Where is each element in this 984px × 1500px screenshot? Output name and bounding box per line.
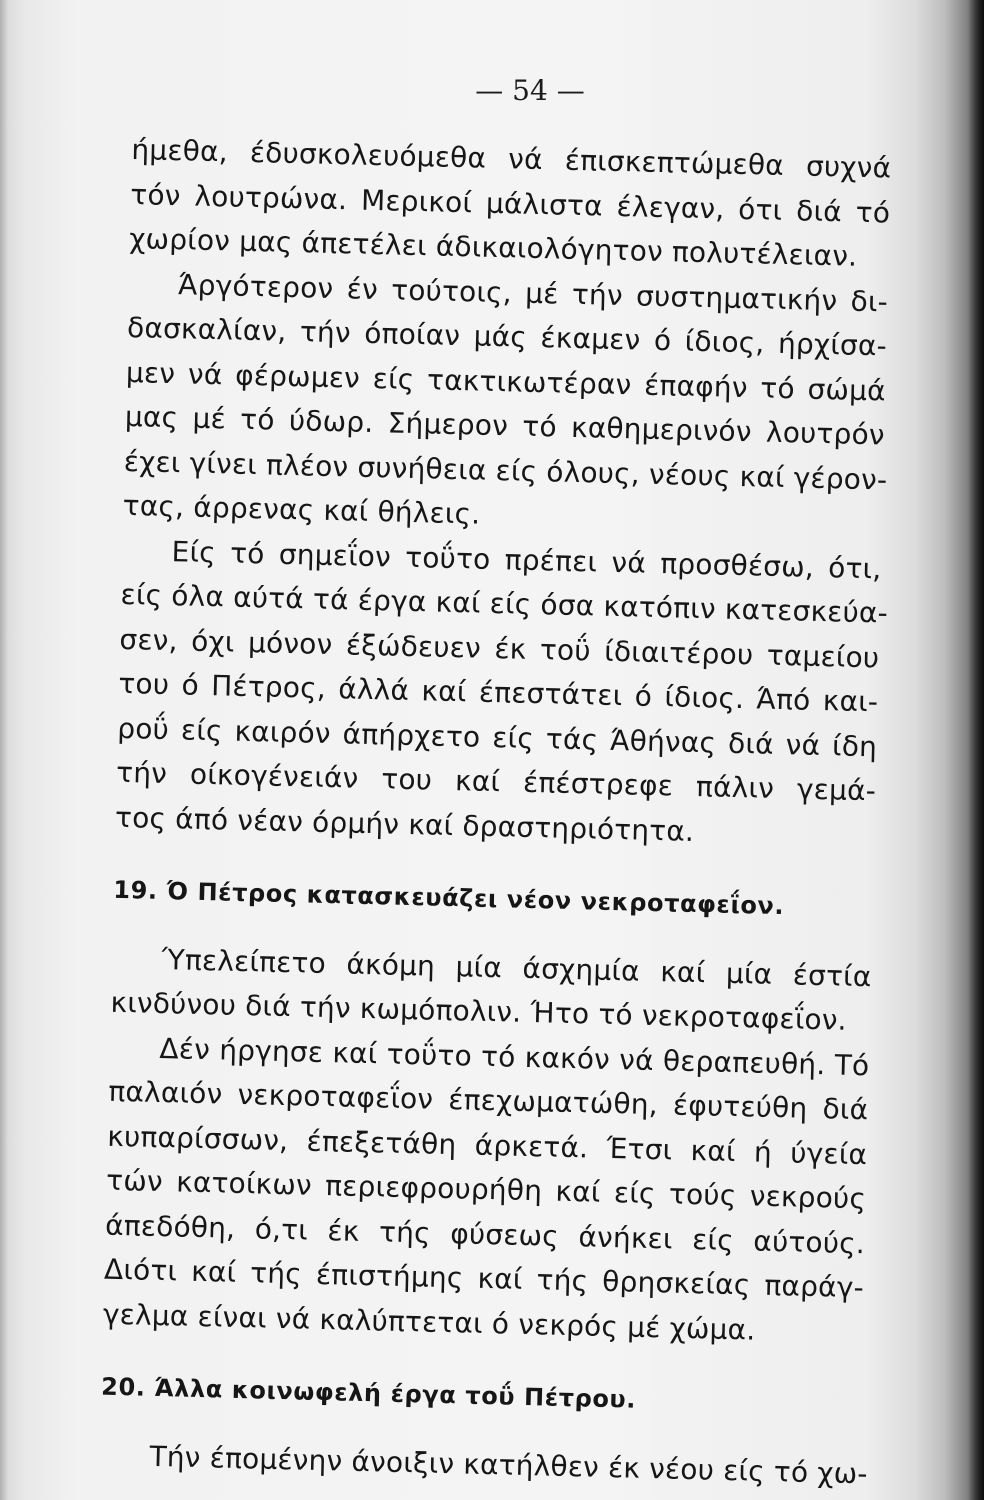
text-line: τος άπό νέαν όρμήν καί δραστηριότητα. — [114, 800, 695, 848]
section-heading-19: 19. Ό Πέτρος κατασκευάζει νέον νεκροταφεΐον. — [113, 875, 785, 921]
text-line: του ό Πέτρος, άλλά καί έπεστάτει ό ίδιος. Άπό και- — [118, 666, 879, 719]
text-line: κινδύνου διά τήν κωμόπολιν. Ήτο τό νεκροταφεΐον. — [110, 985, 848, 1037]
text-line: ροΰ είς καιρόν άπήρχετο είς τάς Άθήνας διά νά ίδη — [116, 711, 878, 763]
text-line: Διότι καί τής έπιστήμης καί τής θρησκείας παράγ- — [103, 1252, 865, 1305]
text-line: μας μέ τό ύδωρ. Σήμερον τό καθημερινόν λουτρόν — [124, 399, 886, 452]
text-line: δασκαλίαν, τήν όποίαν μάς έκαμεν ό ίδιος, ήρχίσα- — [126, 310, 888, 363]
section-heading-20: 20. Άλλα κοινωφελή έργα τοΰ Πέτρου. — [100, 1372, 637, 1414]
text-line: ήμεθα, έδυσκολευόμεθα νά έπισκεπτώμεθα συχνά — [131, 132, 892, 185]
text-line: Άργότερον έν τούτοις, μέ τήν συστηματικήν δι- — [177, 267, 889, 319]
text-line: Δέν ήργησε καί τοΰτο τό κακόν νά θεραπευθή. Τό — [159, 1031, 870, 1082]
page-text-block — [99, 128, 892, 1496]
text-line: άπεδόθη, ό,τι έκ τής φύσεως άνήκει είς αύτούς. — [104, 1208, 866, 1260]
text-line: τών κατοίκων περιεφρουρήθη καί είς τούς νεκρούς — [105, 1163, 867, 1216]
text-line: γελμα είναι νά καλύπτεται ό νεκρός μέ χώμα. — [102, 1297, 756, 1347]
text-line: τας, άρρενας καί θήλεις. — [122, 488, 481, 531]
text-line: είς όλα αύτά τά έργα καί είς όσα κατόπιν κατεσκεύα- — [120, 577, 889, 630]
text-line: Είς τό σημεΐον τοΰτο πρέπει νά προσθέσω, ότι, — [171, 534, 882, 585]
paragraph-cemetery-works — [102, 1025, 869, 1355]
text-line: σεν, όχι μόνον έξώδευεν έκ τοΰ ίδιαιτέρου ταμείου — [119, 622, 880, 674]
text-line: κυπαρίσσων, έπεξετάθη άρκετά. Έτσι καί ή ύγεία — [106, 1119, 868, 1171]
paragraph-expenses — [114, 528, 889, 858]
book-spine-shadow — [968, 0, 984, 1500]
paragraph-next-spring — [99, 1433, 869, 1496]
text-line: μεν νά φέρωμεν είς τακτικωτέραν έπαφήν τό σώμά — [125, 355, 887, 407]
text-line: παλαιόν νεκροταφεΐον έπεχωματώθη, έφυτεύθη διά — [108, 1074, 869, 1127]
paragraph-bathing — [122, 261, 888, 546]
text-line: χωρίον μας άπετέλει άδικαιολόγητον πολυτέλειαν. — [128, 221, 858, 273]
text-line: Τήν έπομένην άνοιξιν κατήλθεν έκ νέου είς τό χω- — [149, 1439, 869, 1490]
text-line: τήν οίκογένειάν του καί έπέστρεφε πάλιν γεμά- — [115, 755, 877, 808]
text-line: τόν λουτρώνα. Μερικοί μάλιστα έλεγαν, ότι διά τό — [129, 177, 891, 230]
text-line: έχει γίνει πλέον συνήθεια είς όλους, νέους καί γέρον- — [123, 444, 888, 497]
text-line: Ύπελείπετο άκόμη μία άσχημία καί μία έστία — [161, 942, 872, 993]
page-left-edge-shadow — [0, 0, 8, 1500]
paragraph-continuation — [129, 128, 892, 280]
page-number: — 54 — — [475, 74, 585, 107]
